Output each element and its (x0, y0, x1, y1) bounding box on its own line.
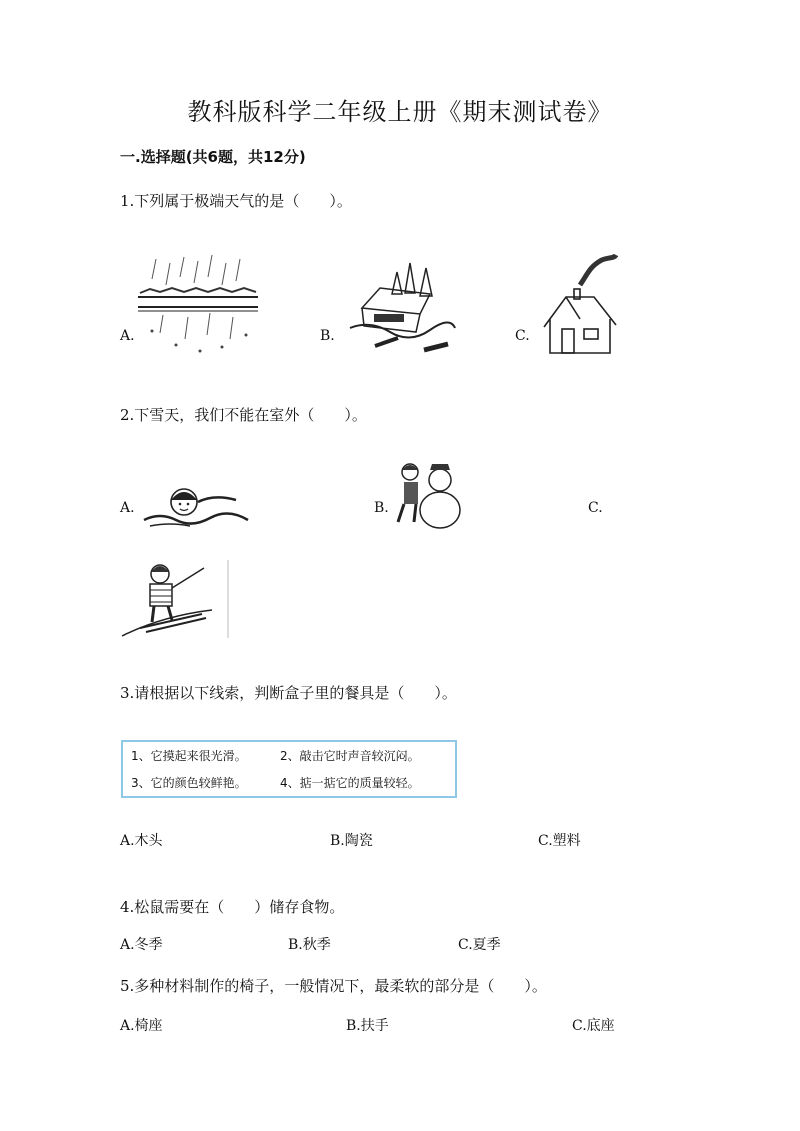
question-3-option-c[interactable]: C.塑料 (538, 833, 581, 849)
question-5-text: 5.多种材料制作的椅子，一般情况下，最柔软的部分是（ ）。 (120, 977, 547, 995)
section-heading: 一.选择题(共6题，共12分) (120, 148, 306, 166)
clue-4: 4、掂一掂它的质量较轻。 (280, 776, 420, 790)
snowman-illustration (396, 460, 466, 532)
page-title: 教科版科学二年级上册《期末测试卷》 (187, 98, 613, 126)
rain-storm-illustration (138, 255, 258, 355)
question-1-option-c[interactable]: C. (515, 328, 530, 344)
question-2-option-c[interactable]: C. (588, 500, 603, 516)
skiing-child-illustration (122, 560, 230, 640)
clue-2: 2、敲击它时声音较沉闷。 (280, 749, 420, 763)
house-with-chimney-illustration (540, 255, 620, 355)
swimming-child-illustration (140, 482, 250, 530)
question-4-option-b[interactable]: B.秋季 (288, 937, 331, 953)
clue-3: 3、它的颜色较鲜艳。 (131, 776, 247, 790)
question-5-option-b[interactable]: B.扶手 (346, 1018, 389, 1034)
question-1-text: 1.下列属于极端天气的是（ ）。 (120, 192, 352, 210)
question-1-option-a[interactable]: A. (120, 328, 135, 344)
question-4-text: 4.松鼠需要在（ ）储存食物。 (120, 898, 345, 916)
question-5-option-c[interactable]: C.底座 (572, 1018, 615, 1034)
question-2-option-a[interactable]: A. (120, 500, 135, 516)
question-1-option-b[interactable]: B. (320, 328, 335, 344)
question-3-text: 3.请根据以下线索，判断盒子里的餐具是（ ）。 (120, 684, 457, 702)
question-3-option-b[interactable]: B.陶瓷 (330, 833, 373, 849)
question-2-option-b[interactable]: B. (374, 500, 389, 516)
question-4-option-c[interactable]: C.夏季 (458, 937, 501, 953)
flood-illustration (350, 258, 455, 358)
clue-1: 1、它摸起来很光滑。 (131, 749, 247, 763)
question-2-text: 2.下雪天，我们不能在室外（ ）。 (120, 406, 367, 424)
question-4-option-a[interactable]: A.冬季 (120, 937, 163, 953)
question-3-option-a[interactable]: A.木头 (120, 833, 163, 849)
question-5-option-a[interactable]: A.椅座 (120, 1018, 163, 1034)
